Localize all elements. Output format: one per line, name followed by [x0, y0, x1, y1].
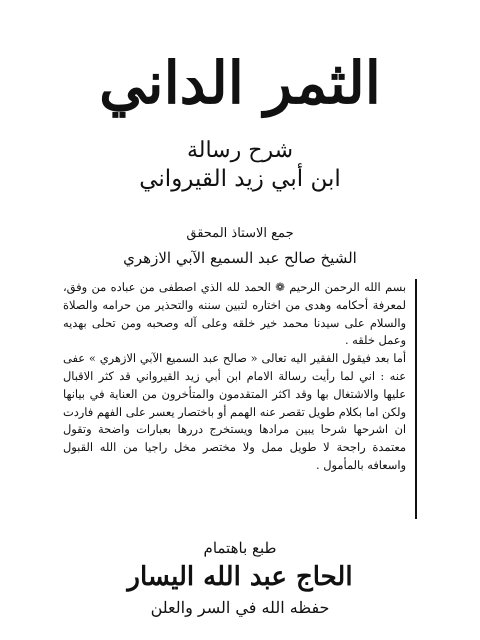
- author-name: الشيخ صالح عبد السميع الآبي الازهري: [123, 249, 357, 267]
- subtitle-line-2: ابن أبي زيد القيرواني: [139, 166, 341, 192]
- intro-paragraph-1: بسم الله الرحمن الرحيم ❁ الحمد لله الذي اصطفى من عباده من وفق، لمعرفة أحكامه وهدى من اختاره لتبين سننه والتحذير من حرامه والصلاة والسلام على سيدنا محمد خير خلقه وعلى آله وصحبه ومن تحلى بهديه وعمل خلقه .: [63, 280, 406, 348]
- publisher-name: الحاج عبد الله اليسار: [127, 562, 353, 592]
- subtitle-line-1: شرح رسالة: [186, 138, 294, 163]
- publisher-blessing: حفظه الله في السر والعلن: [150, 598, 330, 617]
- book-title: الثمر الداني: [99, 49, 381, 117]
- collector-label: جمع الاستاذ المحقق: [186, 226, 294, 241]
- printed-by-label: طبع باهتمام: [203, 539, 277, 557]
- intro-paragraph-2: أما بعد فيقول الفقير اليه تعالى « صالح عبد السميع الآبي الازهري » عفى عنه : اني لما رأيت رسالة الامام ابن أبي زيد القيرواني قد كثر الاقبال عليها والاشتغال بها وقد اكثر المتقدمون والمتأخرون من العناية في بيانها ولكن اما بكلام طويل تقصر عنه الهمم أو باختصار يعسر على الفهم فاردت ان اشرحها شرحا يبين مرادها ويستخرج دررها بعبارات واضحة وتقول معتمدة راجحة لا طويل ممل ولا مختصر مخل راجيا من الله القبول واسعافه بالمأمول .: [63, 351, 406, 472]
- introduction-text: [63, 279, 406, 475]
- introduction-block: [63, 279, 417, 519]
